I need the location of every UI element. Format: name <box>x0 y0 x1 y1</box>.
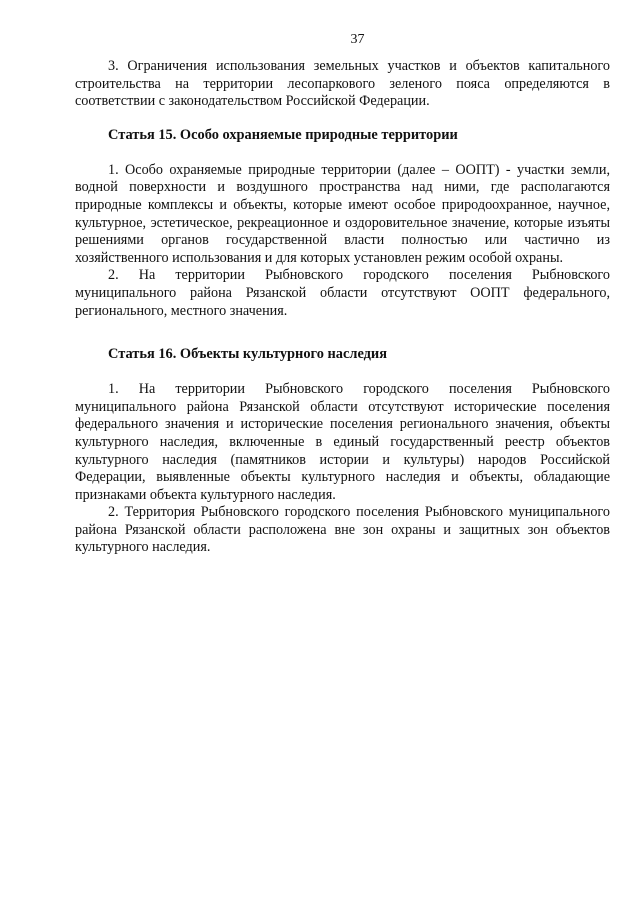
article-15-paragraph-2: 2. На территории Рыбновского городского поселения Рыбновского муниципального района Рязанской области отсутствуют ООПТ федерального, регионального, местного значения. <box>75 267 610 319</box>
article-16-paragraph-1: 1. На территории Рыбновского городского поселения Рыбновского муниципального района Рязанской области отсутствуют исторические поселения федерального значения и исторические поселения регионального значения, объекты культурного наследия, включенные в единый государственный реестр объектов культурного наследия (памятников истории и культуры) народов Российской Федерации, выявленные объекты культурного наследия и объекты, обладающие признаками объекта культурного наследия. <box>75 381 610 503</box>
article-15-paragraph-1: 1. Особо охраняемые природные территории (далее – ООПТ) - участки земли, водной поверхности и воздушного пространства над ними, где располагаются природные комплексы и объекты, которые имеют особое природоохранное, научное, культурное, эстетическое, рекреационное и оздоровительное значение, которые изъяты решениями органов государственной власти полностью или частично из хозяйственного использования и для которых установлен режим особой охраны. <box>75 161 610 266</box>
article-16-heading: Статья 16. Объекты культурного наследия <box>108 346 388 363</box>
article-16-paragraph-2: 2. Территория Рыбновского городского поселения Рыбновского муниципального района Рязанской области расположена вне зон охраны и защитных зон объектов культурного наследия. <box>75 504 610 556</box>
article-15-heading: Статья 15. Особо охраняемые природные территории <box>108 126 458 143</box>
page-number: 37 <box>350 32 365 47</box>
intro-paragraph: 3. Ограничения использования земельных участков и объектов капитального строительства на территории лесопаркового зеленого пояса определяются в соответствии с законодательством Российской Федерации. <box>75 58 610 110</box>
